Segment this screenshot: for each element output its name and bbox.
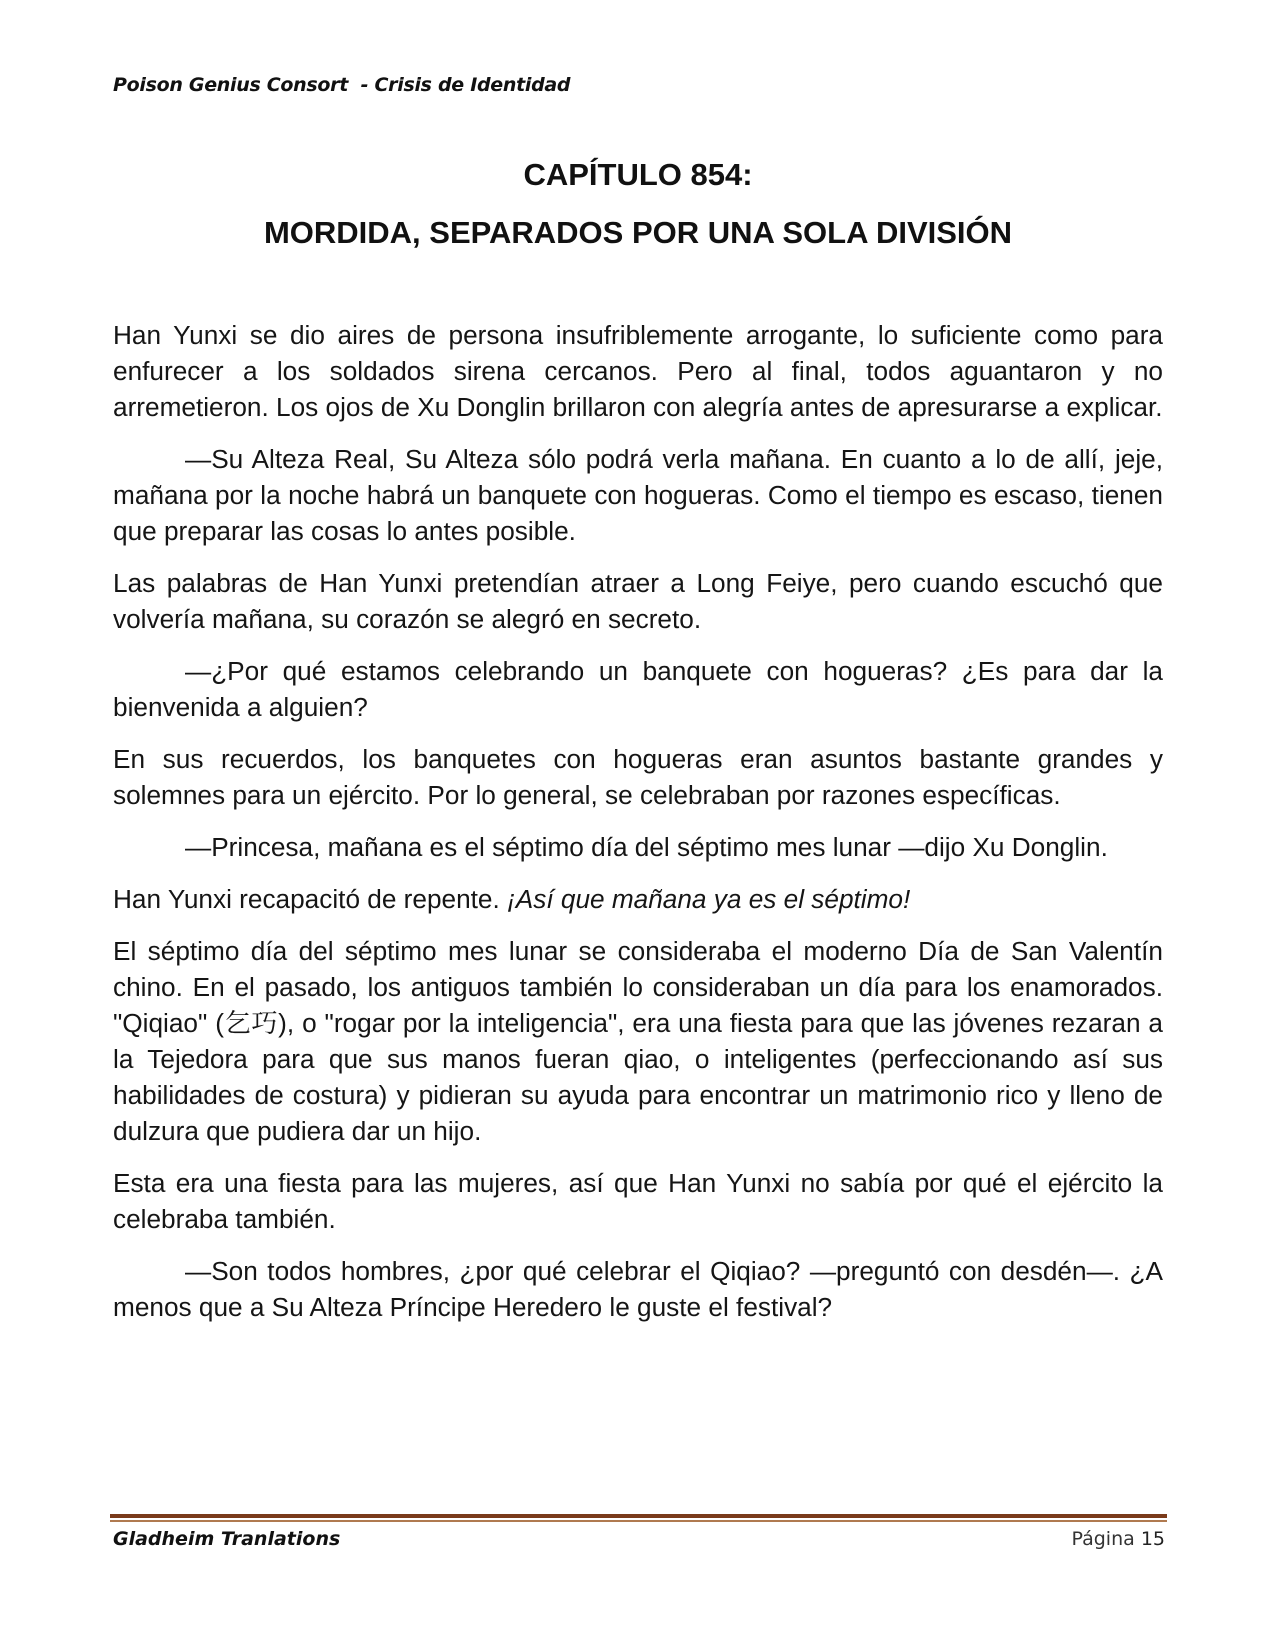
page-number	[1071, 1528, 1165, 1550]
footer-divider	[110, 1514, 1167, 1518]
footer-publisher: Gladheim Tranlations	[113, 1528, 341, 1550]
paragraph: El séptimo día del séptimo mes lunar se consideraba el moderno Día de San Valentín chino. En el pasado, los antiguos también lo consideraban un día para los enamorados. "Qiqiao" (乞巧), o "rogar por la inteligencia", era una fiesta para que las jóvenes rezaran a la Tejedora para que sus manos fueran qiao, o inteligentes (perfeccionando así sus habilidades de costura) y pidieran su ayuda para encontrar un matrimonio rico y lleno de dulzura que pudiera dar un hijo.	[113, 936, 1163, 1146]
chapter-number: CAPÍTULO 854:	[523, 157, 753, 192]
paragraph-text: Han Yunxi recapacitó de repente.	[113, 884, 508, 914]
italic-thought: ¡Así que mañana ya es el séptimo!	[507, 884, 911, 914]
footer-divider-thin	[110, 1520, 1167, 1522]
chapter-subtitle: MORDIDA, SEPARADOS POR UNA SOLA DIVISIÓN	[263, 215, 1013, 250]
dialogue-paragraph: —¿Por qué estamos celebrando un banquete con hogueras? ¿Es para dar la bienvenida a alguien?	[113, 656, 1163, 722]
page-label: Página	[1071, 1528, 1135, 1550]
dialogue-paragraph: —Son todos hombres, ¿por qué celebrar el Qiqiao? —preguntó con desdén—. ¿A menos que a Su Alteza Príncipe Heredero le guste el festival?	[113, 1256, 1163, 1322]
paragraph: Esta era una fiesta para las mujeres, así que Han Yunxi no sabía por qué el ejército la celebraba también.	[113, 1168, 1163, 1234]
paragraph: En sus recuerdos, los banquetes con hogueras eran asuntos bastante grandes y solemnes para un ejército. Por lo general, se celebraban por razones específicas.	[113, 744, 1163, 810]
paragraph	[113, 881, 1163, 917]
chapter-title	[113, 146, 1163, 262]
paragraph: Las palabras de Han Yunxi pretendían atraer a Long Feiye, pero cuando escuchó que volvería mañana, su corazón se alegró en secreto.	[113, 568, 1163, 634]
page-number-value: 15	[1140, 1528, 1165, 1550]
chapter-body	[113, 317, 1163, 1341]
running-header: Poison Genius Consort - Crisis de Identidad	[113, 74, 571, 96]
dialogue-paragraph: —Princesa, mañana es el séptimo día del séptimo mes lunar —dijo Xu Donglin.	[185, 832, 1108, 862]
paragraph: Han Yunxi se dio aires de persona insufriblemente arrogante, lo suficiente como para enfurecer a los soldados sirena cercanos. Pero al final, todos aguantaron y no arremetieron. Los ojos de Xu Donglin brillaron con alegría antes de apresurarse a explicar.	[113, 320, 1163, 422]
dialogue-paragraph: —Su Alteza Real, Su Alteza sólo podrá verla mañana. En cuanto a lo de allí, jeje, mañana por la noche habrá un banquete con hogueras. Como el tiempo es escaso, tienen que preparar las cosas lo antes posible.	[113, 444, 1163, 546]
